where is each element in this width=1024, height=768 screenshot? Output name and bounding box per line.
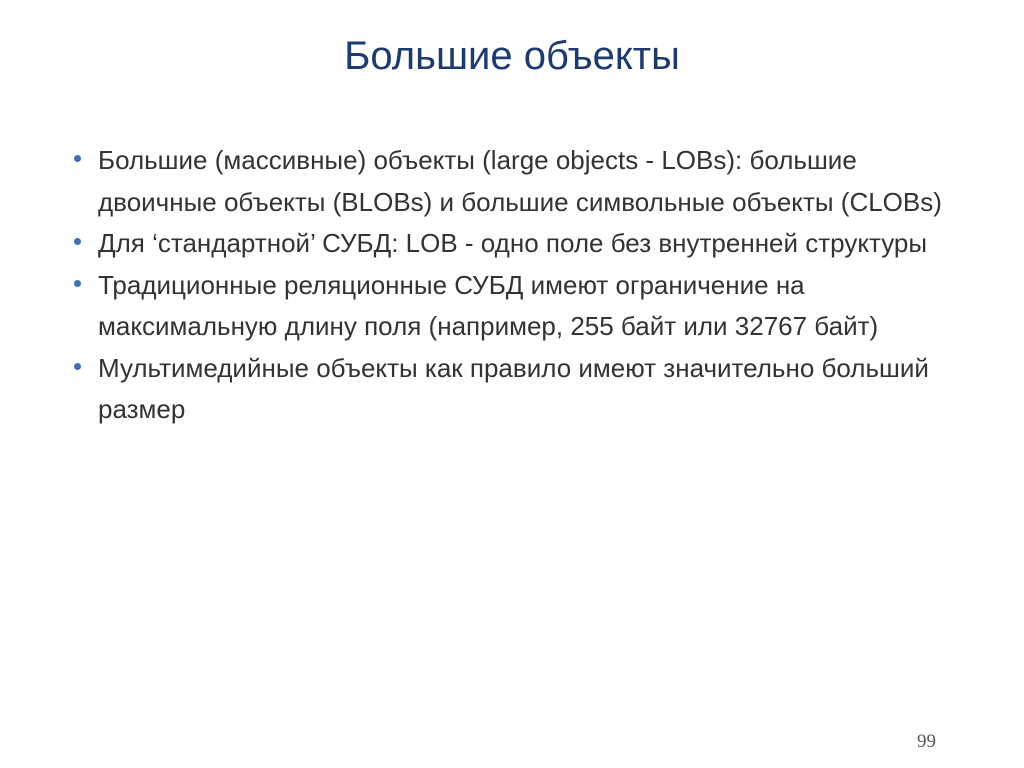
bullet-text: Мультимедийные объекты как правило имеют значительно больший размер (98, 352, 929, 424)
bullet-text: Большие (массивные) объекты (large objects - LOBs): большие двоичные объекты (BLOBs) и большие символьные объекты (CLOBs) (98, 145, 942, 217)
bullet-text: Для ‘стандартной’ СУБД: LOB - одно поле без внутренней структуры (98, 228, 928, 258)
bullet-text: Традиционные реляционные СУБД имеют ограничение на максимальную длину поля (например, 255 байт или 32767 байт) (98, 269, 879, 341)
bullet-item-lobs (74, 140, 974, 223)
bullet-dot-icon (74, 363, 81, 370)
slide-title: Большие объекты (344, 34, 680, 78)
page-number: 99 (917, 731, 936, 752)
bullet-dot-icon (74, 155, 81, 162)
bullet-dot-icon (74, 280, 81, 287)
bullet-list (74, 140, 974, 431)
bullet-item-standard-dbms (74, 223, 974, 265)
bullet-item-multimedia-size (74, 348, 974, 431)
bullet-dot-icon (74, 238, 81, 245)
bullet-item-field-length-limit (74, 265, 974, 348)
